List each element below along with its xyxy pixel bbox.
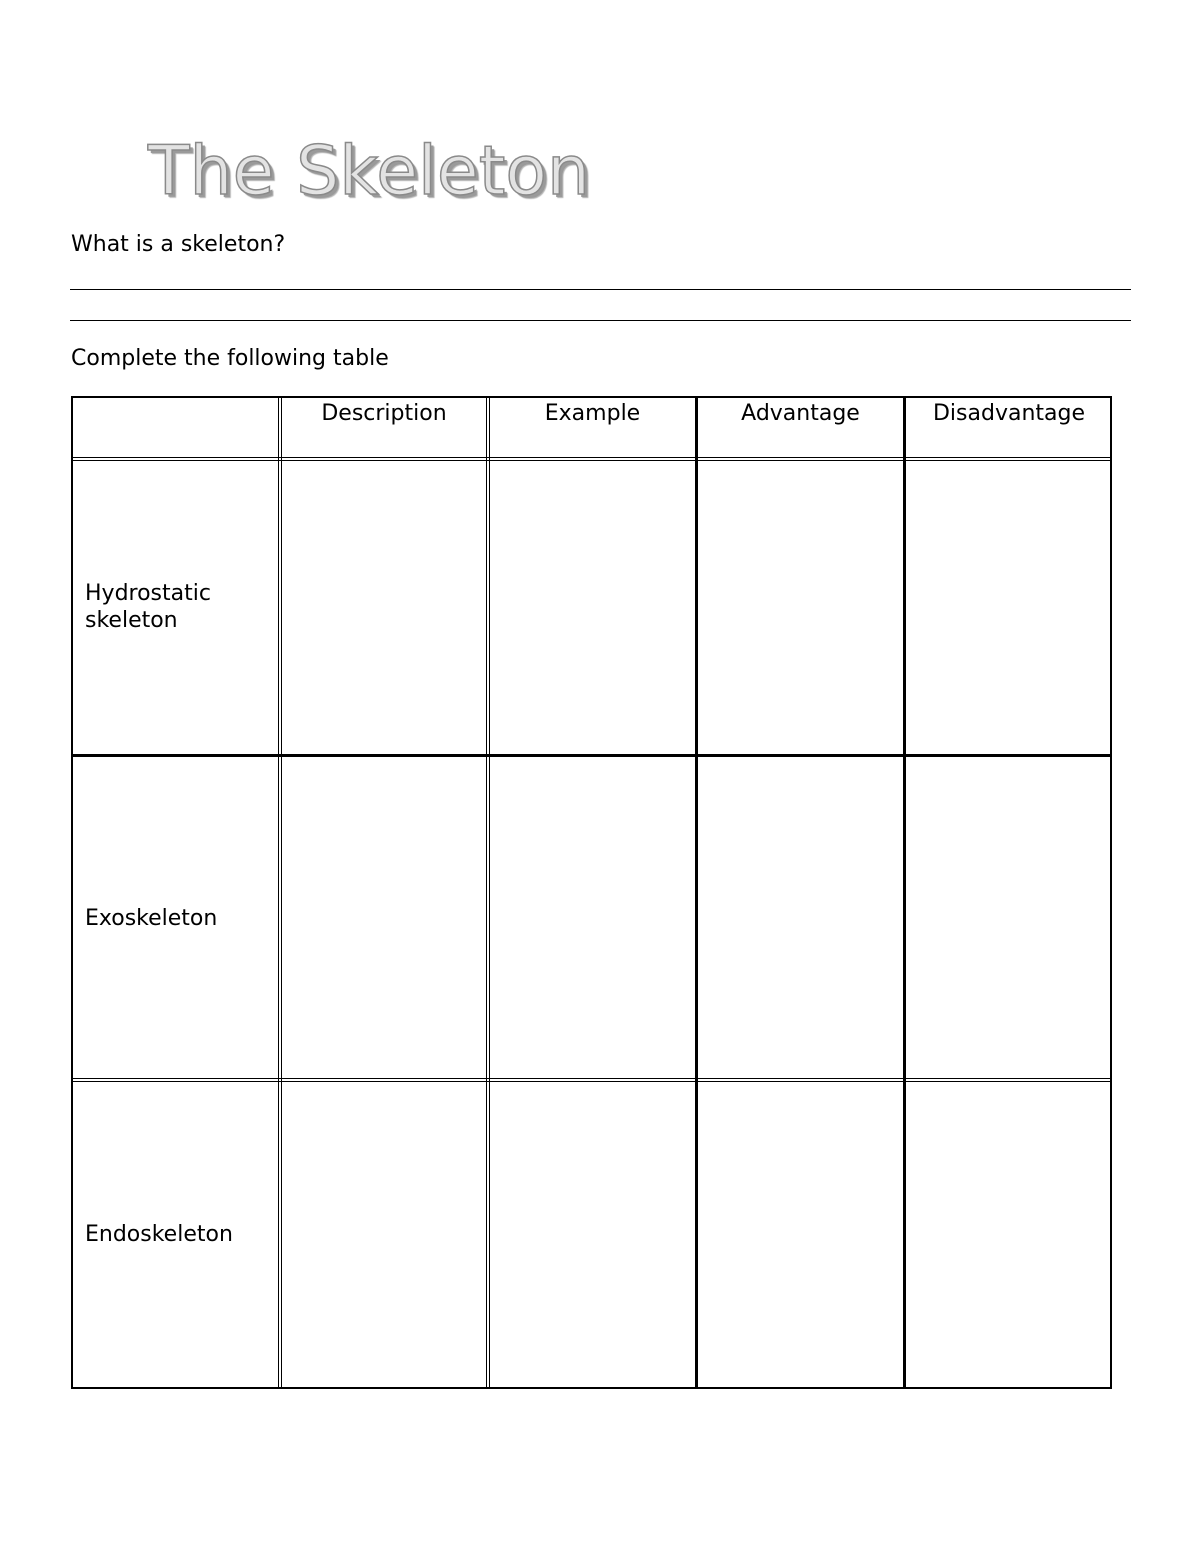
table-cell-hydrostatic-example[interactable]: [490, 461, 695, 754]
table-cell-endoskeleton-example[interactable]: [490, 1082, 695, 1386]
table-cell-endoskeleton-description[interactable]: [282, 1082, 486, 1386]
table-cell-exoskeleton-advantage[interactable]: [698, 757, 903, 1078]
table-cell-hydrostatic-disadvantage[interactable]: [906, 461, 1109, 754]
table-cell-exoskeleton-description[interactable]: [282, 757, 486, 1078]
row-label-endoskeleton: Endoskeleton: [85, 1222, 233, 1247]
column-header-advantage: Advantage: [741, 401, 860, 426]
page-title: The Skeleton: [148, 132, 591, 211]
skeleton-table: [71, 396, 1112, 1389]
table-cell-endoskeleton-advantage[interactable]: [698, 1082, 903, 1386]
answer-line-2[interactable]: [70, 320, 1131, 321]
instruction-text: Complete the following table: [71, 346, 389, 371]
table-cell-hydrostatic-advantage[interactable]: [698, 461, 903, 754]
row-label-hydrostatic: Hydrostatic skeleton: [85, 581, 211, 633]
column-header-disadvantage: Disadvantage: [932, 401, 1085, 426]
column-header-description: Description: [321, 401, 447, 426]
table-cell-hydrostatic-description[interactable]: [282, 461, 486, 754]
row-label-exoskeleton: Exoskeleton: [85, 906, 218, 931]
table-cell-exoskeleton-disadvantage[interactable]: [906, 757, 1109, 1078]
table-cell-endoskeleton-disadvantage[interactable]: [906, 1082, 1109, 1386]
answer-line-1[interactable]: [70, 289, 1131, 290]
column-header-example: Example: [544, 401, 641, 426]
question-text: What is a skeleton?: [71, 232, 286, 257]
table-cell-exoskeleton-example[interactable]: [490, 757, 695, 1078]
